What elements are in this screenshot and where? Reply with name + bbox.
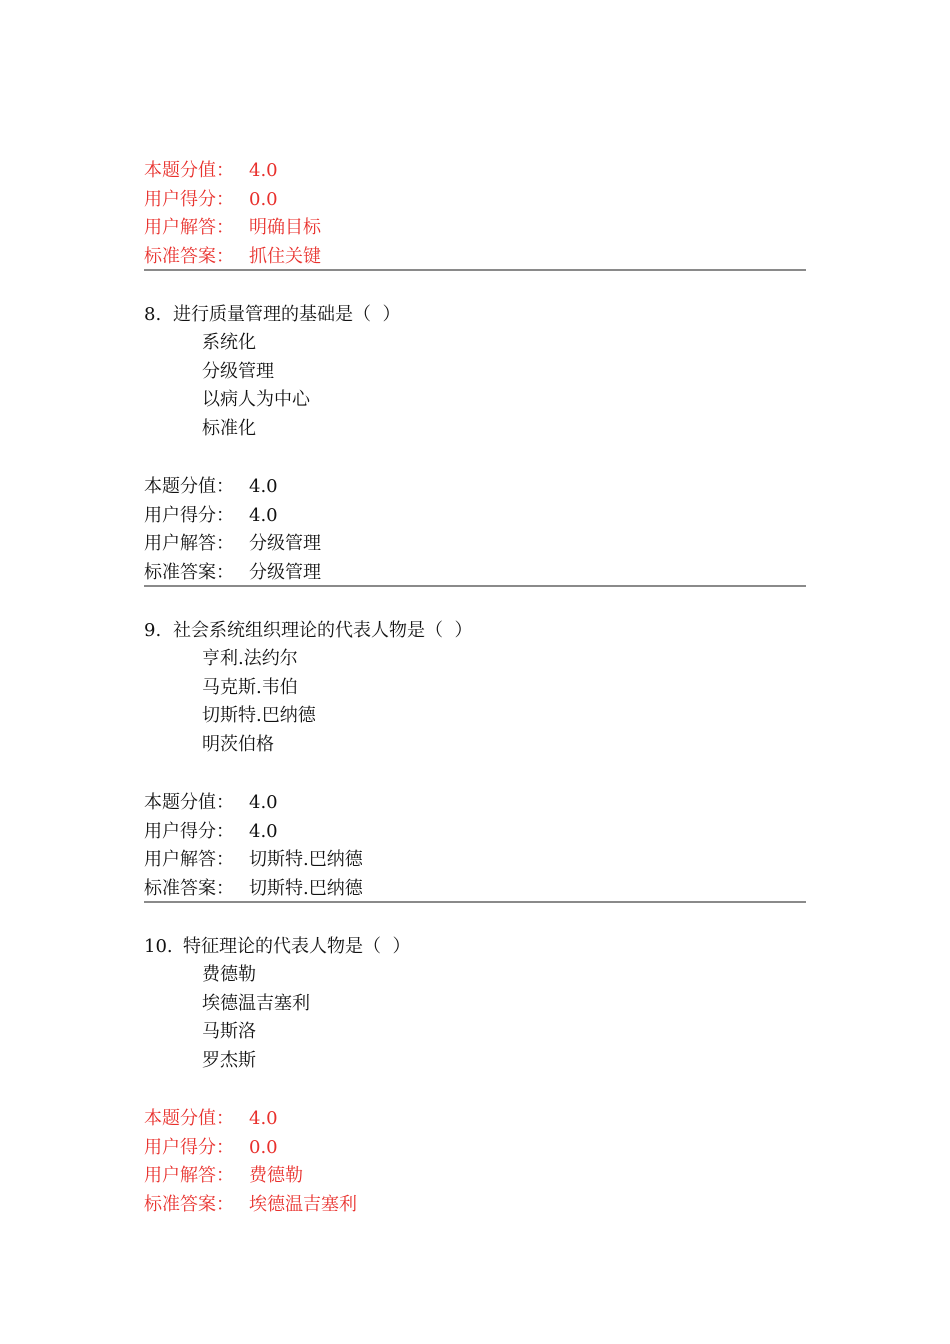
option-1: 费德勒 xyxy=(202,964,256,985)
option-3: 以病人为中心 xyxy=(202,389,310,410)
user-answer-value: 明确目标 xyxy=(249,217,321,238)
question-text: 特征理论的代表人物是（ ） xyxy=(183,936,411,957)
question-title xyxy=(144,304,400,326)
score-value: 4.0 xyxy=(249,160,278,181)
user-score-value: 4.0 xyxy=(249,821,278,842)
std-answer-row xyxy=(144,246,321,268)
option-2: 埃德温吉塞利 xyxy=(202,993,310,1014)
score-row xyxy=(144,792,278,814)
std-answer-row xyxy=(144,562,321,584)
option-1: 亨利.法约尔 xyxy=(202,648,298,669)
user-answer-value: 费德勒 xyxy=(249,1165,303,1186)
question-text: 进行质量管理的基础是（ ） xyxy=(173,304,401,325)
user-score-label: 用户得分： xyxy=(144,1137,234,1158)
std-answer-label: 标准答案： xyxy=(144,878,234,899)
score-row xyxy=(144,1108,278,1130)
user-answer-label: 用户解答： xyxy=(144,1165,234,1186)
user-score-value: 0.0 xyxy=(249,189,278,210)
score-label: 本题分值： xyxy=(144,160,234,181)
divider xyxy=(144,901,806,903)
user-answer-row xyxy=(144,533,321,555)
score-value: 4.0 xyxy=(249,476,278,497)
user-score-row xyxy=(144,821,278,843)
std-answer-value: 抓住关键 xyxy=(249,246,321,267)
user-answer-row xyxy=(144,217,321,239)
user-answer-value: 切斯特.巴纳德 xyxy=(249,849,363,870)
user-answer-label: 用户解答： xyxy=(144,217,234,238)
score-value: 4.0 xyxy=(249,1108,278,1129)
score-label: 本题分值： xyxy=(144,476,234,497)
user-answer-row xyxy=(144,1165,303,1187)
user-answer-value: 分级管理 xyxy=(249,533,321,554)
std-answer-label: 标准答案： xyxy=(144,246,234,267)
user-score-value: 0.0 xyxy=(249,1137,278,1158)
score-label: 本题分值： xyxy=(144,792,234,813)
std-answer-value: 埃德温吉塞利 xyxy=(249,1194,357,1215)
std-answer-value: 分级管理 xyxy=(249,562,321,583)
option-1: 系统化 xyxy=(202,332,256,353)
question-number: 9. xyxy=(144,620,162,641)
score-row xyxy=(144,160,278,182)
std-answer-label: 标准答案： xyxy=(144,1194,234,1215)
question-number: 10. xyxy=(144,936,173,957)
user-answer-label: 用户解答： xyxy=(144,849,234,870)
question-title xyxy=(144,620,472,642)
option-4: 标准化 xyxy=(202,418,256,439)
user-answer-row xyxy=(144,849,363,871)
divider xyxy=(144,269,806,271)
score-label: 本题分值： xyxy=(144,1108,234,1129)
score-value: 4.0 xyxy=(249,792,278,813)
user-score-label: 用户得分： xyxy=(144,821,234,842)
std-answer-row xyxy=(144,1194,357,1216)
question-text: 社会系统组织理论的代表人物是（ ） xyxy=(173,620,473,641)
user-score-label: 用户得分： xyxy=(144,505,234,526)
user-answer-label: 用户解答： xyxy=(144,533,234,554)
std-answer-value: 切斯特.巴纳德 xyxy=(249,878,363,899)
option-2: 分级管理 xyxy=(202,361,274,382)
user-score-row xyxy=(144,1137,278,1159)
option-3: 马斯洛 xyxy=(202,1021,256,1042)
score-row xyxy=(144,476,278,498)
std-answer-label: 标准答案： xyxy=(144,562,234,583)
option-4: 罗杰斯 xyxy=(202,1050,256,1071)
question-number: 8. xyxy=(144,304,162,325)
option-3: 切斯特.巴纳德 xyxy=(202,705,316,726)
option-2: 马克斯.韦伯 xyxy=(202,677,298,698)
user-score-value: 4.0 xyxy=(249,505,278,526)
option-4: 明茨伯格 xyxy=(202,734,274,755)
user-score-row xyxy=(144,505,278,527)
question-title xyxy=(144,936,410,958)
user-score-label: 用户得分： xyxy=(144,189,234,210)
std-answer-row xyxy=(144,878,363,900)
divider xyxy=(144,585,806,587)
user-score-row xyxy=(144,189,278,211)
